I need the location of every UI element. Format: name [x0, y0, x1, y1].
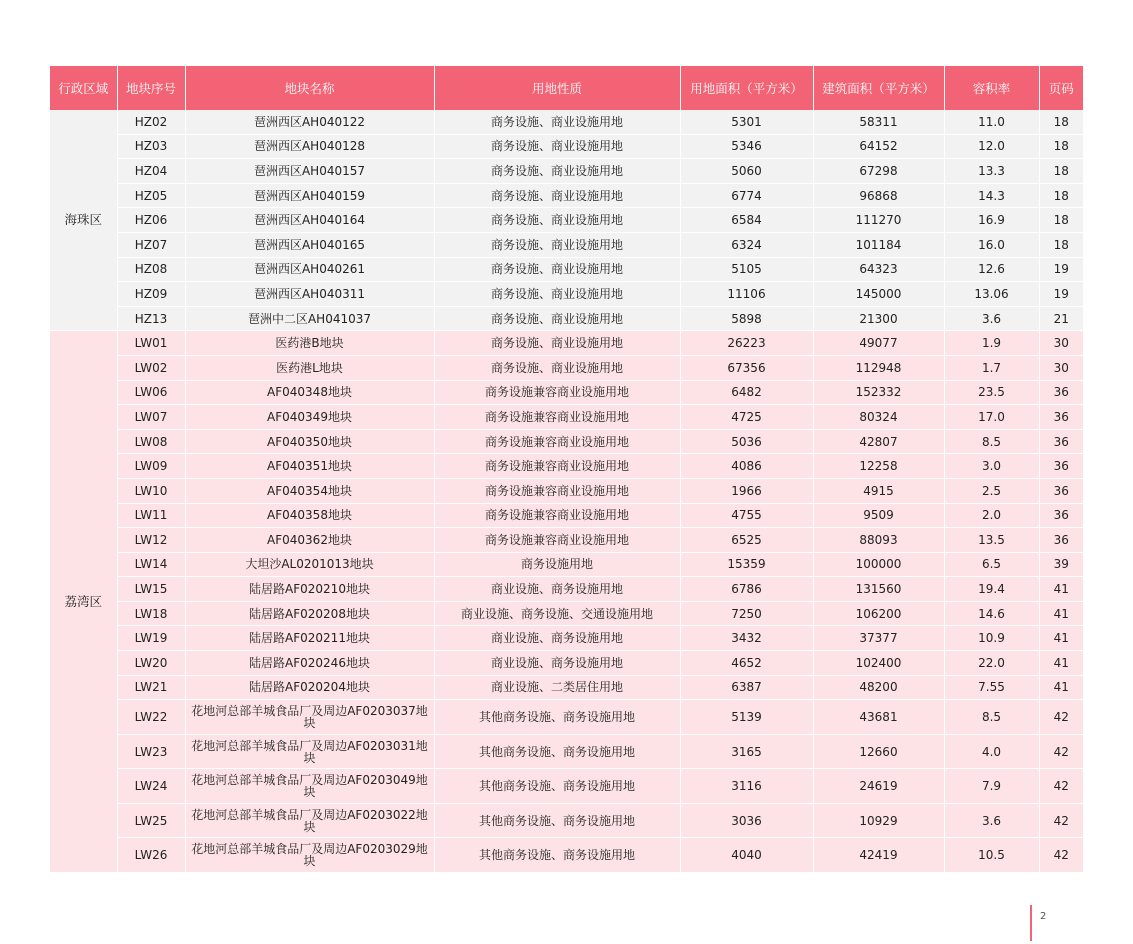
plot-name-cell: 医药港B地块: [185, 331, 434, 356]
land-use-cell: 其他商务设施、商务设施用地: [434, 700, 680, 735]
table-row: [50, 626, 1083, 651]
land-use-cell: 商务设施兼容商业设施用地: [434, 429, 680, 454]
plot-name-cell: 医药港L地块: [185, 355, 434, 380]
land-use-cell: 商务设施、商业设施用地: [434, 183, 680, 208]
floor-area-cell: 111270: [813, 208, 944, 233]
land-use-cell: 商务设施、商业设施用地: [434, 159, 680, 184]
plot-ratio-cell: 13.5: [944, 528, 1039, 553]
table-row: [50, 355, 1083, 380]
plot-id-cell: LW15: [117, 577, 185, 602]
plot-ratio-cell: 8.5: [944, 700, 1039, 735]
plot-name-cell: 琶洲西区AH040122: [185, 110, 434, 134]
plot-id-cell: LW26: [117, 838, 185, 873]
page-ref-cell: 36: [1039, 405, 1083, 430]
plot-id-cell: LW02: [117, 355, 185, 380]
plot-name-cell: 琶洲西区AH040164: [185, 208, 434, 233]
plot-id-cell: HZ08: [117, 257, 185, 282]
floor-area-cell: 24619: [813, 769, 944, 804]
land-area-cell: 5060: [680, 159, 813, 184]
plot-ratio-cell: 8.5: [944, 429, 1039, 454]
plot-ratio-cell: 3.6: [944, 803, 1039, 838]
table-row: [50, 134, 1083, 159]
plot-ratio-cell: 2.5: [944, 478, 1039, 503]
district-cell: 海珠区: [50, 110, 117, 331]
page-ref-cell: 36: [1039, 503, 1083, 528]
plot-name-cell: AF040349地块: [185, 405, 434, 430]
floor-area-cell: 4915: [813, 478, 944, 503]
plot-name-cell: 琶洲中二区AH041037: [185, 306, 434, 331]
land-area-cell: 5346: [680, 134, 813, 159]
floor-area-cell: 145000: [813, 282, 944, 307]
land-area-cell: 3036: [680, 803, 813, 838]
plot-ratio-cell: 3.0: [944, 454, 1039, 479]
land-use-cell: 商务设施、商业设施用地: [434, 208, 680, 233]
table-row: [50, 503, 1083, 528]
plot-id-cell: LW07: [117, 405, 185, 430]
table-row: [50, 454, 1083, 479]
page-ref-cell: 18: [1039, 159, 1083, 184]
plot-name-cell: 琶洲西区AH040159: [185, 183, 434, 208]
land-area-cell: 5036: [680, 429, 813, 454]
floor-area-cell: 10929: [813, 803, 944, 838]
land-area-cell: 67356: [680, 355, 813, 380]
land-use-cell: 其他商务设施、商务设施用地: [434, 803, 680, 838]
table-row: [50, 306, 1083, 331]
plot-ratio-cell: 7.9: [944, 769, 1039, 804]
plot-id-cell: HZ06: [117, 208, 185, 233]
header-district: 行政区域: [50, 66, 117, 110]
plot-id-cell: LW18: [117, 601, 185, 626]
land-use-cell: 商务设施、商业设施用地: [434, 257, 680, 282]
plot-ratio-cell: 1.7: [944, 355, 1039, 380]
land-area-cell: 4652: [680, 651, 813, 676]
land-area-cell: 3116: [680, 769, 813, 804]
floor-area-cell: 58311: [813, 110, 944, 134]
plot-id-cell: LW19: [117, 626, 185, 651]
plot-name-cell: 花地河总部羊城食品厂及周边AF0203037地块: [185, 700, 434, 735]
page-ref-cell: 36: [1039, 478, 1083, 503]
land-use-cell: 商务设施、商业设施用地: [434, 355, 680, 380]
plot-ratio-cell: 16.0: [944, 232, 1039, 257]
plot-ratio-cell: 14.3: [944, 183, 1039, 208]
plot-ratio-cell: 3.6: [944, 306, 1039, 331]
land-area-cell: 1966: [680, 478, 813, 503]
table-row: [50, 208, 1083, 233]
table-row: [50, 183, 1083, 208]
plot-ratio-cell: 19.4: [944, 577, 1039, 602]
table-row: [50, 675, 1083, 700]
land-area-cell: 5139: [680, 700, 813, 735]
floor-area-cell: 43681: [813, 700, 944, 735]
floor-area-cell: 80324: [813, 405, 944, 430]
header-land-area: 用地面积（平方米）: [680, 66, 813, 110]
land-area-cell: 4725: [680, 405, 813, 430]
floor-area-cell: 42419: [813, 838, 944, 873]
floor-area-cell: 48200: [813, 675, 944, 700]
table-row: [50, 651, 1083, 676]
header-plot-name: 地块名称: [185, 66, 434, 110]
floor-area-cell: 131560: [813, 577, 944, 602]
header-page: 页码: [1039, 66, 1083, 110]
plot-id-cell: LW10: [117, 478, 185, 503]
land-area-cell: 6482: [680, 380, 813, 405]
page-ref-cell: 19: [1039, 282, 1083, 307]
table-row: [50, 257, 1083, 282]
table-row: [50, 577, 1083, 602]
land-use-cell: 商务设施、商业设施用地: [434, 134, 680, 159]
plot-ratio-cell: 10.9: [944, 626, 1039, 651]
land-use-cell: 商务设施兼容商业设施用地: [434, 405, 680, 430]
plot-ratio-cell: 13.06: [944, 282, 1039, 307]
table-row: [50, 552, 1083, 577]
land-area-cell: 11106: [680, 282, 813, 307]
plot-id-cell: LW24: [117, 769, 185, 804]
page-ref-cell: 18: [1039, 208, 1083, 233]
plot-name-cell: 花地河总部羊城食品厂及周边AF0203022地块: [185, 803, 434, 838]
land-area-cell: 6774: [680, 183, 813, 208]
floor-area-cell: 152332: [813, 380, 944, 405]
plot-ratio-cell: 22.0: [944, 651, 1039, 676]
plot-name-cell: 陆居路AF020210地块: [185, 577, 434, 602]
plot-ratio-cell: 13.3: [944, 159, 1039, 184]
table-row: [50, 110, 1083, 134]
table-row: [50, 429, 1083, 454]
land-use-cell: 其他商务设施、商务设施用地: [434, 769, 680, 804]
plot-name-cell: AF040348地块: [185, 380, 434, 405]
plot-name-cell: 陆居路AF020246地块: [185, 651, 434, 676]
plot-name-cell: 花地河总部羊城食品厂及周边AF0203031地块: [185, 734, 434, 769]
table-row: [50, 838, 1083, 873]
plot-id-cell: LW01: [117, 331, 185, 356]
land-area-cell: 4086: [680, 454, 813, 479]
land-area-cell: 5105: [680, 257, 813, 282]
land-use-cell: 商务设施、商业设施用地: [434, 282, 680, 307]
plot-id-cell: LW23: [117, 734, 185, 769]
header-row: [50, 66, 1083, 110]
plot-name-cell: 琶洲西区AH040165: [185, 232, 434, 257]
header-floor-area: 建筑面积（平方米）: [813, 66, 944, 110]
land-use-cell: 其他商务设施、商务设施用地: [434, 734, 680, 769]
land-area-cell: 15359: [680, 552, 813, 577]
district-cell: 荔湾区: [50, 331, 117, 872]
plot-name-cell: 琶洲西区AH040261: [185, 257, 434, 282]
page-ref-cell: 30: [1039, 355, 1083, 380]
land-area-cell: 3432: [680, 626, 813, 651]
land-use-cell: 商业设施、商务设施、交通设施用地: [434, 601, 680, 626]
plot-id-cell: HZ03: [117, 134, 185, 159]
plot-name-cell: 琶洲西区AH040128: [185, 134, 434, 159]
page-ref-cell: 18: [1039, 134, 1083, 159]
plot-ratio-cell: 16.9: [944, 208, 1039, 233]
land-area-cell: 4755: [680, 503, 813, 528]
land-area-cell: 6786: [680, 577, 813, 602]
plot-id-cell: HZ09: [117, 282, 185, 307]
floor-area-cell: 37377: [813, 626, 944, 651]
page-ref-cell: 36: [1039, 454, 1083, 479]
header-land-use: 用地性质: [434, 66, 680, 110]
floor-area-cell: 101184: [813, 232, 944, 257]
plot-id-cell: LW20: [117, 651, 185, 676]
page-ref-cell: 41: [1039, 675, 1083, 700]
plot-name-cell: AF040354地块: [185, 478, 434, 503]
floor-area-cell: 100000: [813, 552, 944, 577]
land-area-cell: 5301: [680, 110, 813, 134]
land-use-cell: 商业设施、商务设施用地: [434, 626, 680, 651]
plot-id-cell: LW08: [117, 429, 185, 454]
plot-ratio-cell: 2.0: [944, 503, 1039, 528]
land-parcel-table: [50, 66, 1083, 873]
land-use-cell: 商业设施、商务设施用地: [434, 651, 680, 676]
land-use-cell: 商务设施兼容商业设施用地: [434, 503, 680, 528]
page-ref-cell: 21: [1039, 306, 1083, 331]
plot-name-cell: AF040350地块: [185, 429, 434, 454]
floor-area-cell: 64152: [813, 134, 944, 159]
table-row: [50, 159, 1083, 184]
plot-ratio-cell: 17.0: [944, 405, 1039, 430]
page-ref-cell: 19: [1039, 257, 1083, 282]
land-use-cell: 商务设施、商业设施用地: [434, 232, 680, 257]
plot-name-cell: AF040362地块: [185, 528, 434, 553]
plot-ratio-cell: 23.5: [944, 380, 1039, 405]
page-ref-cell: 41: [1039, 651, 1083, 676]
plot-id-cell: HZ07: [117, 232, 185, 257]
floor-area-cell: 67298: [813, 159, 944, 184]
land-use-cell: 商务设施兼容商业设施用地: [434, 454, 680, 479]
header-plot-ratio: 容积率: [944, 66, 1039, 110]
table-row: [50, 601, 1083, 626]
land-area-cell: 7250: [680, 601, 813, 626]
plot-ratio-cell: 12.0: [944, 134, 1039, 159]
plot-ratio-cell: 11.0: [944, 110, 1039, 134]
floor-area-cell: 64323: [813, 257, 944, 282]
plot-name-cell: 陆居路AF020211地块: [185, 626, 434, 651]
plot-name-cell: 陆居路AF020204地块: [185, 675, 434, 700]
floor-area-cell: 96868: [813, 183, 944, 208]
page-ref-cell: 42: [1039, 803, 1083, 838]
plot-ratio-cell: 12.6: [944, 257, 1039, 282]
floor-area-cell: 42807: [813, 429, 944, 454]
plot-name-cell: 琶洲西区AH040157: [185, 159, 434, 184]
plot-id-cell: LW22: [117, 700, 185, 735]
floor-area-cell: 9509: [813, 503, 944, 528]
table-row: [50, 282, 1083, 307]
floor-area-cell: 88093: [813, 528, 944, 553]
page-ref-cell: 18: [1039, 232, 1083, 257]
table-row: [50, 232, 1083, 257]
land-area-cell: 6387: [680, 675, 813, 700]
plot-id-cell: LW25: [117, 803, 185, 838]
plot-id-cell: LW14: [117, 552, 185, 577]
table-body: [50, 110, 1083, 872]
plot-id-cell: HZ05: [117, 183, 185, 208]
page-ref-cell: 36: [1039, 528, 1083, 553]
land-use-cell: 商务设施兼容商业设施用地: [434, 478, 680, 503]
floor-area-cell: 12660: [813, 734, 944, 769]
plot-ratio-cell: 1.9: [944, 331, 1039, 356]
plot-ratio-cell: 10.5: [944, 838, 1039, 873]
plot-id-cell: HZ02: [117, 110, 185, 134]
table-row: [50, 405, 1083, 430]
plot-ratio-cell: 4.0: [944, 734, 1039, 769]
plot-ratio-cell: 7.55: [944, 675, 1039, 700]
page-ref-cell: 42: [1039, 700, 1083, 735]
page-ref-cell: 41: [1039, 577, 1083, 602]
table-row: [50, 803, 1083, 838]
land-area-cell: 6324: [680, 232, 813, 257]
page-ref-cell: 36: [1039, 380, 1083, 405]
land-use-cell: 其他商务设施、商务设施用地: [434, 838, 680, 873]
page-ref-cell: 41: [1039, 601, 1083, 626]
page-ref-cell: 30: [1039, 331, 1083, 356]
floor-area-cell: 49077: [813, 331, 944, 356]
plot-id-cell: LW21: [117, 675, 185, 700]
plot-name-cell: 大坦沙AL0201013地块: [185, 552, 434, 577]
plot-ratio-cell: 14.6: [944, 601, 1039, 626]
plot-id-cell: HZ04: [117, 159, 185, 184]
land-use-cell: 商务设施兼容商业设施用地: [434, 528, 680, 553]
plot-name-cell: 琶洲西区AH040311: [185, 282, 434, 307]
land-use-cell: 商业设施、商务设施用地: [434, 577, 680, 602]
land-area-cell: 26223: [680, 331, 813, 356]
land-use-cell: 商务设施、商业设施用地: [434, 331, 680, 356]
floor-area-cell: 112948: [813, 355, 944, 380]
page-ref-cell: 18: [1039, 183, 1083, 208]
page-ref-cell: 36: [1039, 429, 1083, 454]
table-row: [50, 769, 1083, 804]
plot-id-cell: LW11: [117, 503, 185, 528]
plot-name-cell: 花地河总部羊城食品厂及周边AF0203029地块: [185, 838, 434, 873]
land-use-cell: 商务设施、商业设施用地: [434, 306, 680, 331]
plot-name-cell: 陆居路AF020208地块: [185, 601, 434, 626]
page-number: 2: [1040, 911, 1047, 922]
land-area-cell: 6525: [680, 528, 813, 553]
page-ref-cell: 41: [1039, 626, 1083, 651]
plot-id-cell: LW06: [117, 380, 185, 405]
table-row: [50, 331, 1083, 356]
table-row: [50, 478, 1083, 503]
table-row: [50, 734, 1083, 769]
land-area-cell: 4040: [680, 838, 813, 873]
land-area-cell: 3165: [680, 734, 813, 769]
land-use-cell: 商业设施、二类居住用地: [434, 675, 680, 700]
page-ref-cell: 42: [1039, 734, 1083, 769]
plot-id-cell: LW12: [117, 528, 185, 553]
plot-name-cell: AF040358地块: [185, 503, 434, 528]
table-row: [50, 528, 1083, 553]
header-plot-id: 地块序号: [117, 66, 185, 110]
plot-ratio-cell: 6.5: [944, 552, 1039, 577]
plot-id-cell: HZ13: [117, 306, 185, 331]
plot-id-cell: LW09: [117, 454, 185, 479]
land-use-cell: 商务设施、商业设施用地: [434, 110, 680, 134]
page-ref-cell: 18: [1039, 110, 1083, 134]
plot-name-cell: 花地河总部羊城食品厂及周边AF0203049地块: [185, 769, 434, 804]
table-row: [50, 700, 1083, 735]
land-area-cell: 6584: [680, 208, 813, 233]
floor-area-cell: 21300: [813, 306, 944, 331]
page-ref-cell: 39: [1039, 552, 1083, 577]
floor-area-cell: 106200: [813, 601, 944, 626]
table-header: [50, 66, 1083, 110]
land-use-cell: 商务设施兼容商业设施用地: [434, 380, 680, 405]
page-number-divider: [1030, 905, 1032, 941]
land-use-cell: 商务设施用地: [434, 552, 680, 577]
page-ref-cell: 42: [1039, 769, 1083, 804]
plot-name-cell: AF040351地块: [185, 454, 434, 479]
land-area-cell: 5898: [680, 306, 813, 331]
page-ref-cell: 42: [1039, 838, 1083, 873]
floor-area-cell: 102400: [813, 651, 944, 676]
floor-area-cell: 12258: [813, 454, 944, 479]
table-row: [50, 380, 1083, 405]
